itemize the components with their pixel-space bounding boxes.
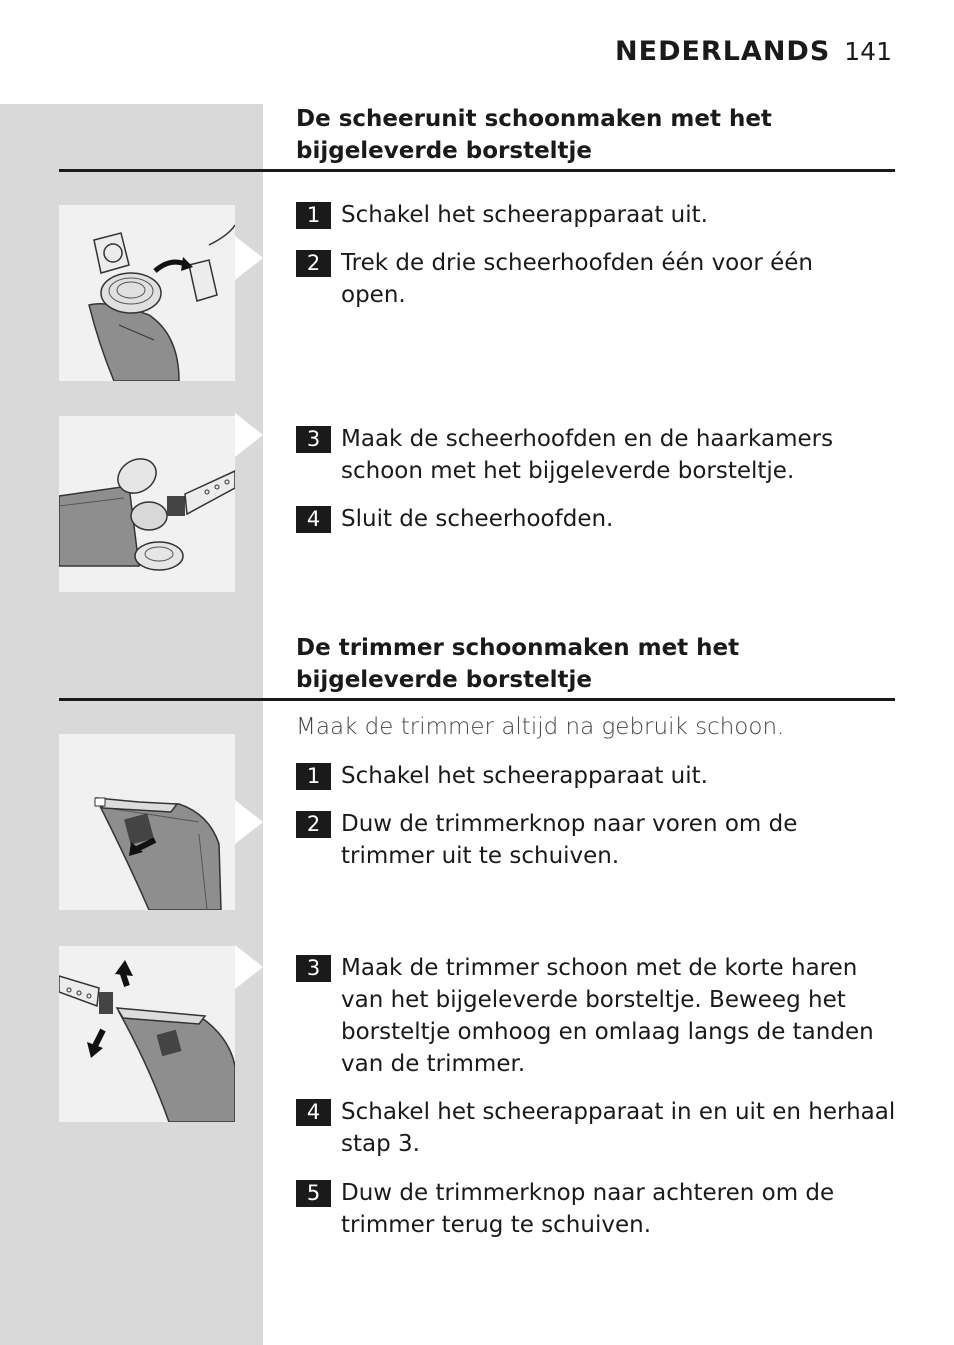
step-item bbox=[296, 952, 896, 1080]
step-text: Schakel het scheerapparaat in en uit en herhaal stap 3. bbox=[341, 1099, 896, 1157]
step-number: 3 bbox=[296, 955, 331, 982]
step-item bbox=[296, 503, 896, 535]
page-header bbox=[615, 36, 892, 67]
heading-line: bijgeleverde borsteltje bbox=[296, 667, 593, 693]
trimmer-slide-out-illustration bbox=[59, 734, 235, 910]
step-number: 4 bbox=[296, 506, 331, 533]
section-divider bbox=[59, 169, 895, 172]
step-text: Duw de trimmerknop naar achteren om de trimmer terug te schuiven. bbox=[341, 1180, 835, 1238]
step-text: Sluit de scheerhoofden. bbox=[341, 506, 614, 532]
step-text: Trek de drie scheerhoofden één voor één open. bbox=[341, 250, 813, 308]
step-number: 1 bbox=[296, 763, 331, 790]
step-item bbox=[296, 1177, 856, 1241]
step-text: Schakel het scheerapparaat uit. bbox=[341, 202, 708, 228]
step-number: 5 bbox=[296, 1180, 331, 1207]
shaver-brush-cleaning-illustration bbox=[59, 416, 235, 592]
step-text: Schakel het scheerapparaat uit. bbox=[341, 763, 708, 789]
pointer-arrow bbox=[235, 800, 263, 844]
page-number: 141 bbox=[844, 37, 892, 66]
intro-text: Maak de trimmer altijd na gebruik schoon. bbox=[296, 714, 785, 740]
heading-line: De scheerunit schoonmaken met het bbox=[296, 106, 772, 132]
step-item bbox=[296, 247, 856, 311]
pointer-arrow bbox=[235, 945, 263, 989]
trimmer-brush-cleaning-illustration bbox=[59, 946, 235, 1122]
step-item bbox=[296, 1096, 896, 1160]
heading-line: De trimmer schoonmaken met het bbox=[296, 635, 740, 661]
step-text: Maak de trimmer schoon met de korte haren van het bijgeleverde borsteltje. Beweeg het borsteltje omhoog en omlaag langs de tanden van de trimmer. bbox=[341, 955, 874, 1077]
step-number: 1 bbox=[296, 202, 331, 229]
step-number: 4 bbox=[296, 1099, 331, 1126]
step-text: Duw de trimmerknop naar voren om de trimmer uit te schuiven. bbox=[341, 811, 798, 869]
pointer-arrow bbox=[235, 236, 263, 280]
language-title: NEDERLANDS bbox=[615, 36, 831, 67]
step-item bbox=[296, 808, 856, 872]
section-divider bbox=[59, 698, 895, 701]
section-heading-trimmer bbox=[296, 632, 856, 696]
section-heading-shaving-unit bbox=[296, 103, 856, 167]
step-number: 3 bbox=[296, 426, 331, 453]
shaver-heads-opening-illustration bbox=[59, 205, 235, 381]
step-item bbox=[296, 423, 856, 487]
step-item bbox=[296, 760, 896, 792]
step-item bbox=[296, 199, 896, 231]
step-text: Maak de scheerhoofden en de haarkamers schoon met het bijgeleverde borsteltje. bbox=[341, 426, 834, 484]
step-number: 2 bbox=[296, 250, 331, 277]
step-number: 2 bbox=[296, 811, 331, 838]
pointer-arrow bbox=[235, 413, 263, 457]
heading-line: bijgeleverde borsteltje bbox=[296, 138, 593, 164]
